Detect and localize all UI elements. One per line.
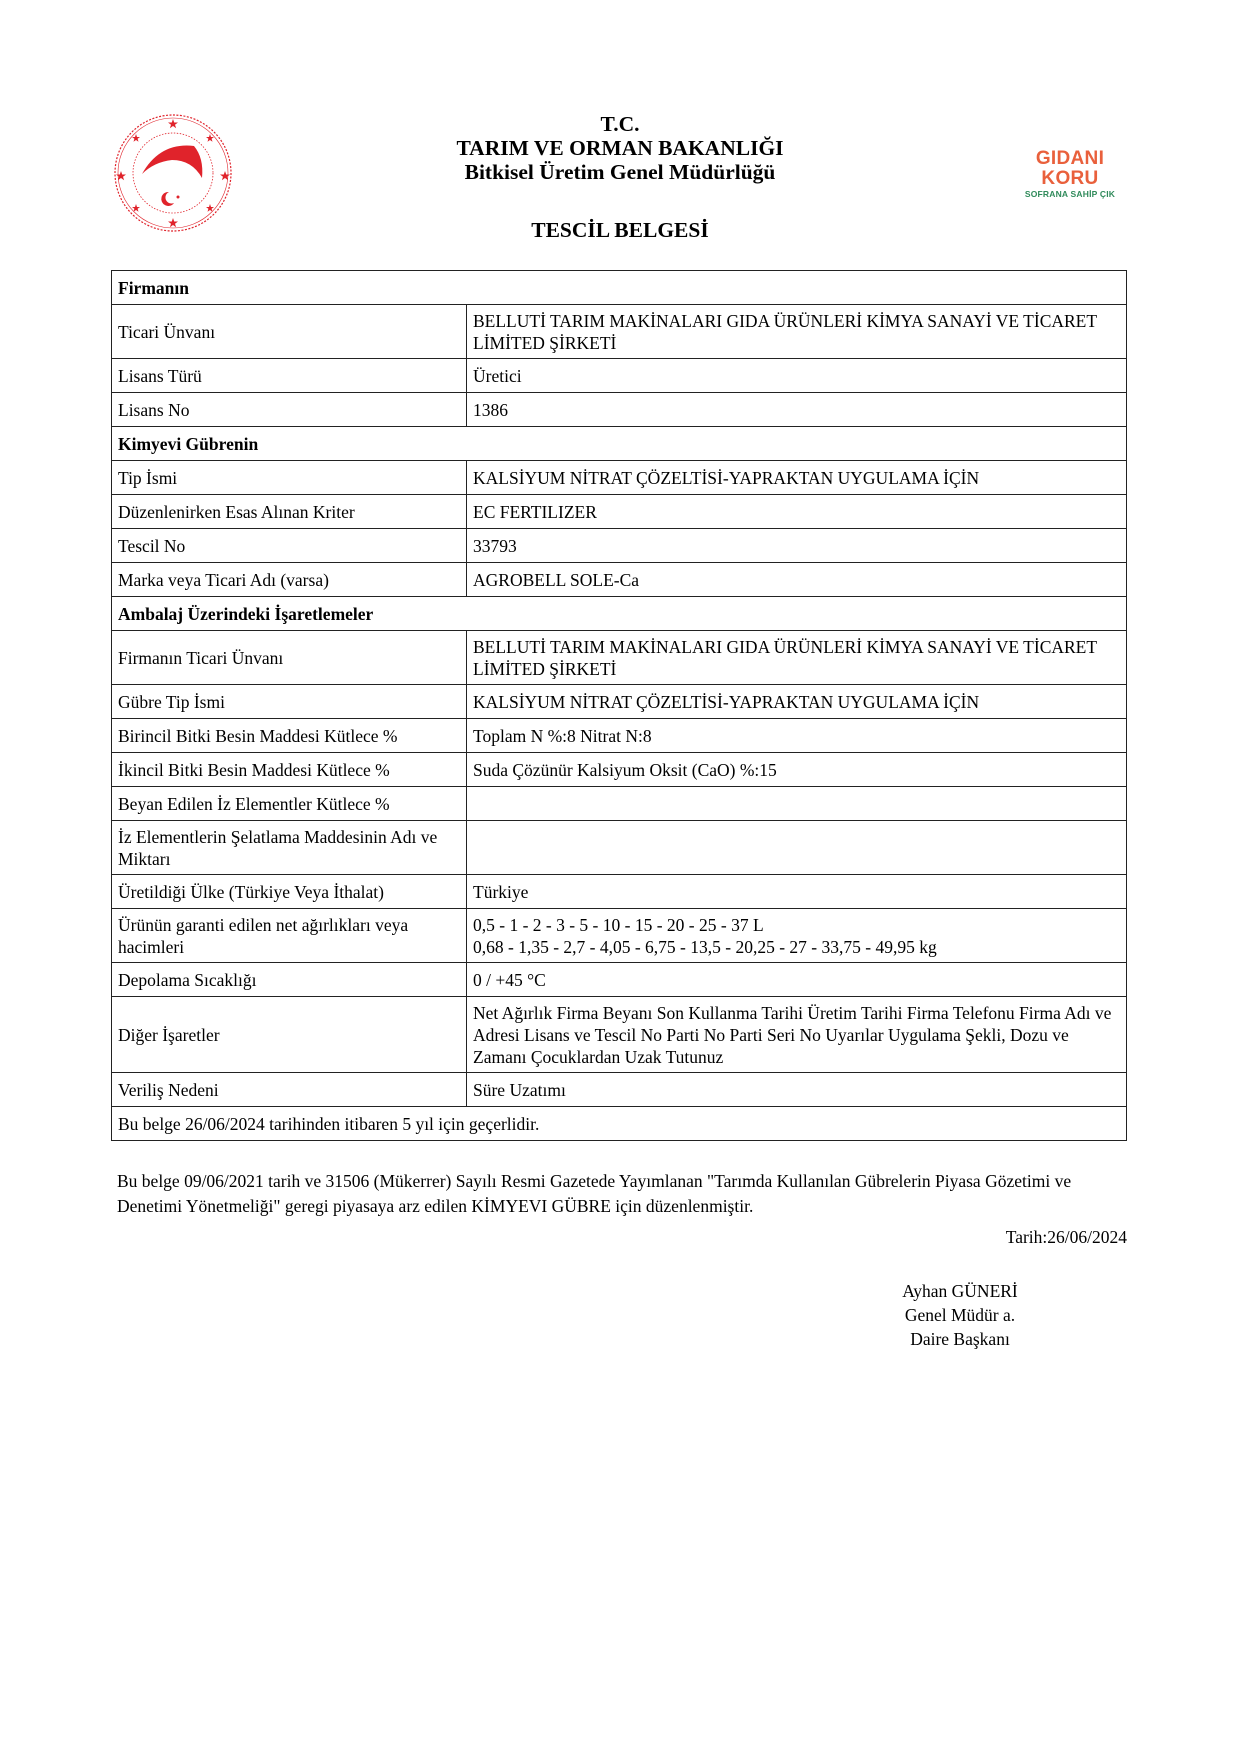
row-label: Firmanın Ticari Ünvanı — [112, 631, 467, 685]
gidani-koru-logo — [1010, 149, 1130, 200]
table-row — [112, 305, 1127, 359]
row-label: Düzenlenirken Esas Alınan Kriter — [112, 495, 467, 529]
certificate-table — [111, 270, 1127, 1141]
table-row — [112, 821, 1127, 875]
row-label: Birincil Bitki Besin Maddesi Kütlece % — [112, 719, 467, 753]
row-label: Ticari Ünvanı — [112, 305, 467, 359]
row-value: Türkiye — [467, 875, 1127, 909]
signatory-title: Genel Müdür a. — [904, 1305, 1016, 1325]
row-label: İz Elementlerin Şelatlama Maddesinin Adı ve Miktarı — [112, 821, 467, 875]
header-ministry: TARIM VE ORMAN BAKANLIĞI — [456, 136, 784, 160]
validity-row — [112, 1107, 1127, 1141]
table-row — [112, 787, 1127, 821]
row-label: İkincil Bitki Besin Maddesi Kütlece % — [112, 753, 467, 787]
row-label: Lisans Türü — [112, 359, 467, 393]
table-row — [112, 529, 1127, 563]
row-value: Suda Çözünür Kalsiyum Oksit (CaO) %:15 — [467, 753, 1127, 787]
row-value: 0 / +45 °C — [467, 963, 1127, 997]
row-label: Lisans No — [112, 393, 467, 427]
row-label: Diğer İşaretler — [112, 997, 467, 1073]
table-row — [112, 685, 1127, 719]
table-row — [112, 997, 1127, 1073]
row-value: KALSİYUM NİTRAT ÇÖZELTİSİ-YAPRAKTAN UYGULAMA İÇİN — [467, 461, 1127, 495]
row-value — [467, 787, 1127, 821]
row-value: Üretici — [467, 359, 1127, 393]
row-label: Veriliş Nedeni — [112, 1073, 467, 1107]
row-value: BELLUTİ TARIM MAKİNALARI GIDA ÜRÜNLERİ KİMYA SANAYİ VE TİCARET LİMİTED ŞİRKETİ — [467, 631, 1127, 685]
row-label: Tip İsmi — [112, 461, 467, 495]
section-title: Kimyevi Gübrenin — [112, 427, 1127, 461]
table-row — [112, 719, 1127, 753]
row-value: BELLUTİ TARIM MAKİNALARI GIDA ÜRÜNLERİ KİMYA SANAYİ VE TİCARET LİMİTED ŞİRKETİ — [467, 305, 1127, 359]
table-row — [112, 631, 1127, 685]
table-row — [112, 461, 1127, 495]
row-label: Üretildiği Ülke (Türkiye Veya İthalat) — [112, 875, 467, 909]
row-label: Gübre Tip İsmi — [112, 685, 467, 719]
row-value: 33793 — [467, 529, 1127, 563]
section-header-packaging — [112, 597, 1127, 631]
section-title: Firmanın — [112, 271, 1127, 305]
row-label: Ürünün garanti edilen net ağırlıkları veya hacimleri — [112, 909, 467, 963]
weight-values: 0,68 - 1,35 - 2,7 - 4,05 - 6,75 - 13,5 - 20,25 - 27 - 33,75 - 49,95 kg — [473, 937, 937, 957]
header-tc: T.C. — [600, 112, 640, 136]
row-value: KALSİYUM NİTRAT ÇÖZELTİSİ-YAPRAKTAN UYGULAMA İÇİN — [467, 685, 1127, 719]
row-label: Tescil No — [112, 529, 467, 563]
table-row — [112, 1073, 1127, 1107]
row-value: Süre Uzatımı — [467, 1073, 1127, 1107]
table-row — [112, 875, 1127, 909]
volume-values: 0,5 - 1 - 2 - 3 - 5 - 10 - 15 - 20 - 25 - 37 L — [473, 915, 764, 935]
table-row — [112, 393, 1127, 427]
row-value: EC FERTILIZER — [467, 495, 1127, 529]
signatory-department: Daire Başkanı — [910, 1329, 1010, 1349]
row-value — [467, 821, 1127, 875]
document-title: TESCİL BELGESİ — [531, 218, 709, 242]
table-row — [112, 963, 1127, 997]
row-label: Depolama Sıcaklığı — [112, 963, 467, 997]
row-value — [467, 909, 1127, 963]
brand-logo-main: GIDANI KORU — [1035, 148, 1105, 189]
row-value: 1386 — [467, 393, 1127, 427]
signatory-name: Ayhan GÜNERİ — [902, 1281, 1018, 1301]
table-row — [112, 753, 1127, 787]
table-row — [112, 495, 1127, 529]
row-value: Toplam N %:8 Nitrat N:8 — [467, 719, 1127, 753]
regulation-footnote: Bu belge 09/06/2021 tarih ve 31506 (Mükerrer) Sayılı Resmi Gazetede Yayımlanan "Tarımda Kullanılan Gübrelerin Piyasa Gözetimi ve Denetimi Yönetmeliği" geregi piyasaya arz edilen KİMYEVI GÜBRE için düzenlenmiştir. — [117, 1171, 1072, 1216]
validity-text: Bu belge 26/06/2024 tarihinden itibaren 5 yıl için geçerlidir. — [112, 1107, 1127, 1141]
section-title: Ambalaj Üzerindeki İşaretlemeler — [112, 597, 1127, 631]
header-directorate: Bitkisel Üretim Genel Müdürlüğü — [464, 160, 776, 184]
section-header-firm — [112, 271, 1127, 305]
brand-logo-sub: SOFRANA SAHİP ÇIK — [1024, 189, 1116, 199]
row-value: Net Ağırlık Firma Beyanı Son Kullanma Tarihi Üretim Tarihi Firma Telefonu Firma Adı ve Adresi Lisans ve Tescil No Parti No Parti Seri No Uyarılar Uygulama Şekli, Dozu ve Zamanı Çocuklardan Uzak Tutunuz — [467, 997, 1127, 1073]
row-value: AGROBELL SOLE-Ca — [467, 563, 1127, 597]
issue-date: Tarih:26/06/2024 — [1005, 1227, 1127, 1247]
table-row — [112, 563, 1127, 597]
signature-block — [870, 1279, 1050, 1351]
section-header-fertilizer — [112, 427, 1127, 461]
row-label: Beyan Edilen İz Elementler Kütlece % — [112, 787, 467, 821]
table-row — [112, 359, 1127, 393]
table-row — [112, 909, 1127, 963]
row-label: Marka veya Ticari Adı (varsa) — [112, 563, 467, 597]
